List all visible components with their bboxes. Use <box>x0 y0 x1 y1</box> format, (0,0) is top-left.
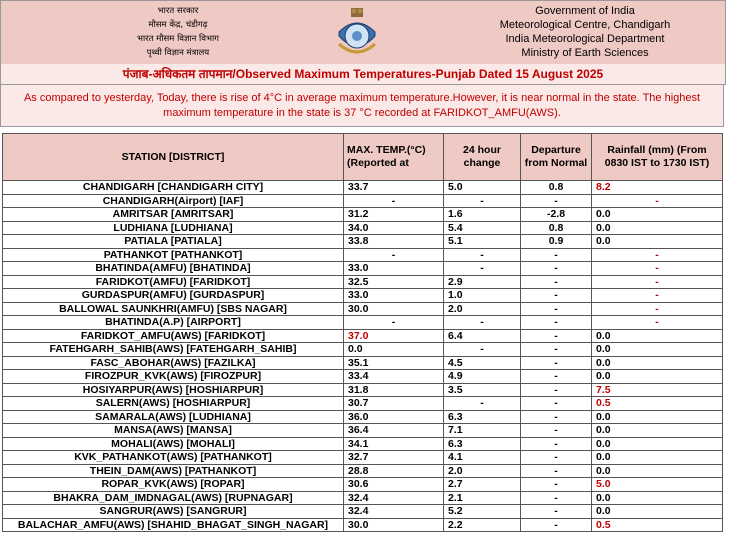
change-cell: 5.2 <box>444 505 521 519</box>
departure-cell: - <box>521 262 592 276</box>
station-cell: BALLOWAL SAUNKHRI(AMFU) [SBS NAGAR] <box>3 302 344 316</box>
hindi-header <box>109 4 247 60</box>
departure-cell: - <box>521 397 592 411</box>
rainfall-cell: 0.0 <box>592 356 723 370</box>
rainfall-cell: 0.0 <box>592 208 723 222</box>
table-row <box>3 464 723 478</box>
change-cell: 5.0 <box>444 181 521 195</box>
change-cell: - <box>444 316 521 330</box>
max-temp-cell: 31.8 <box>344 383 444 397</box>
table-row <box>3 262 723 276</box>
departure-cell: - <box>521 289 592 303</box>
table-row <box>3 437 723 451</box>
table-row <box>3 410 723 424</box>
hindi-line: पृथ्वी विज्ञान मंत्रालय <box>146 48 210 58</box>
max-temp-cell: 32.5 <box>344 275 444 289</box>
table-body <box>3 181 723 532</box>
table-row <box>3 370 723 384</box>
hindi-line: भारत मौसम विज्ञान विभाग <box>137 34 219 44</box>
station-cell: FATEHGARH_SAHIB(AWS) [FATEHGARH_SAHIB] <box>3 343 344 357</box>
departure-cell: - <box>521 518 592 532</box>
station-cell: LUDHIANA [LUDHIANA] <box>3 221 344 235</box>
station-cell: FARIDKOT(AMFU) [FARIDKOT] <box>3 275 344 289</box>
rainfall-cell: 0.0 <box>592 505 723 519</box>
departure-cell: -2.8 <box>521 208 592 222</box>
page-title: पंजाब-अधिकतम तापमान/Observed Maximum Temperatures-Punjab Dated 15 August 2025 <box>0 64 726 85</box>
rainfall-cell: 0.0 <box>592 235 723 249</box>
max-temp-cell: 34.0 <box>344 221 444 235</box>
departure-cell: - <box>521 329 592 343</box>
table-row <box>3 235 723 249</box>
station-cell: FASC_ABOHAR(AWS) [FAZILKA] <box>3 356 344 370</box>
max-temp-cell: 37.0 <box>344 329 444 343</box>
header <box>0 0 726 64</box>
table-row <box>3 248 723 262</box>
departure-cell: - <box>521 478 592 492</box>
station-cell: SANGRUR(AWS) [SANGRUR] <box>3 505 344 519</box>
rainfall-cell: 7.5 <box>592 383 723 397</box>
table-row <box>3 343 723 357</box>
rainfall-cell: 0.0 <box>592 437 723 451</box>
change-cell: 4.5 <box>444 356 521 370</box>
station-cell: THEIN_DAM(AWS) [PATHANKOT] <box>3 464 344 478</box>
rainfall-cell: - <box>592 262 723 276</box>
english-line: India Meteorological Department <box>505 33 665 45</box>
max-temp-cell: 33.4 <box>344 370 444 384</box>
max-temp-cell: 28.8 <box>344 464 444 478</box>
departure-cell: - <box>521 356 592 370</box>
change-cell: 2.0 <box>444 464 521 478</box>
rainfall-cell: - <box>592 289 723 303</box>
station-cell: PATIALA [PATIALA] <box>3 235 344 249</box>
change-cell: - <box>444 343 521 357</box>
max-temp-cell: - <box>344 316 444 330</box>
english-line: Meteorological Centre, Chandigarh <box>499 19 671 31</box>
departure-cell: 0.8 <box>521 181 592 195</box>
change-cell: 4.1 <box>444 451 521 465</box>
change-cell: 5.4 <box>444 221 521 235</box>
departure-cell: - <box>521 302 592 316</box>
departure-cell: - <box>521 505 592 519</box>
max-temp-cell: 30.6 <box>344 478 444 492</box>
max-temp-cell: 30.7 <box>344 397 444 411</box>
change-cell: - <box>444 248 521 262</box>
station-cell: BHATINDA(AMFU) [BHATINDA] <box>3 262 344 276</box>
rainfall-cell: - <box>592 248 723 262</box>
departure-cell: - <box>521 343 592 357</box>
departure-cell: - <box>521 383 592 397</box>
rainfall-cell: 0.0 <box>592 329 723 343</box>
station-cell: SALERN(AWS) [HOSHIARPUR] <box>3 397 344 411</box>
table-row <box>3 383 723 397</box>
table-row <box>3 424 723 438</box>
table-row <box>3 478 723 492</box>
header-departure: Departure from Normal <box>521 134 592 181</box>
english-header <box>473 4 697 60</box>
rainfall-cell: 0.0 <box>592 451 723 465</box>
table-row <box>3 356 723 370</box>
departure-cell: - <box>521 424 592 438</box>
station-cell: FARIDKOT_AMFU(AWS) [FARIDKOT] <box>3 329 344 343</box>
max-temp-cell: 30.0 <box>344 302 444 316</box>
departure-cell: - <box>521 437 592 451</box>
departure-cell: 0.8 <box>521 221 592 235</box>
hindi-line: भारत सरकार <box>157 6 199 16</box>
rainfall-cell: 0.0 <box>592 221 723 235</box>
english-line: Government of India <box>535 5 635 17</box>
table-header-row <box>3 134 723 181</box>
max-temp-cell: 33.0 <box>344 289 444 303</box>
table-row <box>3 329 723 343</box>
hindi-line: मौसम केंद्र, चंडीगढ़ <box>148 20 208 30</box>
change-cell: 6.3 <box>444 410 521 424</box>
station-cell: AMRITSAR [AMRITSAR] <box>3 208 344 222</box>
table-row <box>3 397 723 411</box>
departure-cell: - <box>521 275 592 289</box>
table-row <box>3 491 723 505</box>
rainfall-cell: 0.5 <box>592 518 723 532</box>
station-cell: GURDASPUR(AMFU) [GURDASPUR] <box>3 289 344 303</box>
change-cell: 2.1 <box>444 491 521 505</box>
max-temp-cell: 34.1 <box>344 437 444 451</box>
station-cell: MOHALI(AWS) [MOHALI] <box>3 437 344 451</box>
change-cell: - <box>444 262 521 276</box>
max-temp-cell: 35.1 <box>344 356 444 370</box>
table-row <box>3 289 723 303</box>
station-cell: HOSIYARPUR(AWS) [HOSHIARPUR] <box>3 383 344 397</box>
max-temp-cell: 36.4 <box>344 424 444 438</box>
station-cell: BHATINDA(A.P) [AIRPORT] <box>3 316 344 330</box>
change-cell: 1.0 <box>444 289 521 303</box>
departure-cell: - <box>521 370 592 384</box>
rainfall-cell: 8.2 <box>592 181 723 195</box>
change-cell: - <box>444 194 521 208</box>
departure-cell: - <box>521 248 592 262</box>
rainfall-cell: 0.0 <box>592 424 723 438</box>
change-cell: 1.6 <box>444 208 521 222</box>
change-cell: 2.7 <box>444 478 521 492</box>
change-cell: 5.1 <box>444 235 521 249</box>
imd-emblem-icon <box>329 6 385 62</box>
max-temp-cell: - <box>344 248 444 262</box>
rainfall-cell: 0.0 <box>592 410 723 424</box>
station-cell: ROPAR_KVK(AWS) [ROPAR] <box>3 478 344 492</box>
rainfall-cell: 0.5 <box>592 397 723 411</box>
header-max-temp: MAX. TEMP.(°C) (Reported at <box>344 134 444 181</box>
summary-note: As compared to yesterday, Today, there is rise of 4°C in average maximum temperature.However, it is near normal in the state. The highest maximum temperature in the state is 37 °C recorded at FARIDKOT_AMFU(AWS). <box>0 85 724 127</box>
rainfall-cell: - <box>592 302 723 316</box>
change-cell: 2.2 <box>444 518 521 532</box>
departure-cell: - <box>521 194 592 208</box>
rainfall-cell: 0.0 <box>592 343 723 357</box>
departure-cell: - <box>521 464 592 478</box>
header-24h-change: 24 hour change <box>444 134 521 181</box>
table-row <box>3 316 723 330</box>
station-cell: PATHANKOT [PATHANKOT] <box>3 248 344 262</box>
rainfall-cell: - <box>592 275 723 289</box>
change-cell: 2.9 <box>444 275 521 289</box>
table-row <box>3 208 723 222</box>
station-cell: BHAKRA_DAM_IMDNAGAL(AWS) [RUPNAGAR] <box>3 491 344 505</box>
max-temp-cell: 32.4 <box>344 505 444 519</box>
max-temp-cell: 32.4 <box>344 491 444 505</box>
change-cell: 6.3 <box>444 437 521 451</box>
change-cell: 2.0 <box>444 302 521 316</box>
max-temp-cell: 30.0 <box>344 518 444 532</box>
rainfall-cell: 0.0 <box>592 464 723 478</box>
departure-cell: - <box>521 491 592 505</box>
departure-cell: - <box>521 410 592 424</box>
table-row <box>3 518 723 532</box>
table-row <box>3 505 723 519</box>
table-row <box>3 194 723 208</box>
rainfall-cell: - <box>592 194 723 208</box>
max-temp-cell: 33.7 <box>344 181 444 195</box>
max-temp-cell: - <box>344 194 444 208</box>
table-row <box>3 275 723 289</box>
rainfall-cell: 0.0 <box>592 370 723 384</box>
rainfall-cell: - <box>592 316 723 330</box>
change-cell: 3.5 <box>444 383 521 397</box>
station-cell: CHANDIGARH(Airport) [IAF] <box>3 194 344 208</box>
station-cell: FIROZPUR_KVK(AWS) [FIROZPUR] <box>3 370 344 384</box>
table-row <box>3 302 723 316</box>
change-cell: 6.4 <box>444 329 521 343</box>
station-cell: SAMARALA(AWS) [LUDHIANA] <box>3 410 344 424</box>
max-temp-cell: 32.7 <box>344 451 444 465</box>
change-cell: 4.9 <box>444 370 521 384</box>
rainfall-cell: 0.0 <box>592 491 723 505</box>
station-cell: BALACHAR_AMFU(AWS) [SHAHID_BHAGAT_SINGH_NAGAR] <box>3 518 344 532</box>
station-cell: CHANDIGARH [CHANDIGARH CITY] <box>3 181 344 195</box>
max-temp-cell: 0.0 <box>344 343 444 357</box>
table-row <box>3 181 723 195</box>
table-row <box>3 451 723 465</box>
max-temp-cell: 33.8 <box>344 235 444 249</box>
max-temp-cell: 36.0 <box>344 410 444 424</box>
max-temp-cell: 31.2 <box>344 208 444 222</box>
departure-cell: - <box>521 316 592 330</box>
header-station: STATION [DISTRICT] <box>3 134 344 181</box>
table-row <box>3 221 723 235</box>
station-cell: MANSA(AWS) [MANSA] <box>3 424 344 438</box>
departure-cell: - <box>521 451 592 465</box>
departure-cell: 0.9 <box>521 235 592 249</box>
temperature-table <box>2 133 723 532</box>
change-cell: 7.1 <box>444 424 521 438</box>
station-cell: KVK_PATHANKOT(AWS) [PATHANKOT] <box>3 451 344 465</box>
max-temp-cell: 33.0 <box>344 262 444 276</box>
english-line: Ministry of Earth Sciences <box>521 47 649 59</box>
header-rainfall: Rainfall (mm) (From 0830 IST to 1730 IST) <box>592 134 723 181</box>
change-cell: - <box>444 397 521 411</box>
rainfall-cell: 5.0 <box>592 478 723 492</box>
